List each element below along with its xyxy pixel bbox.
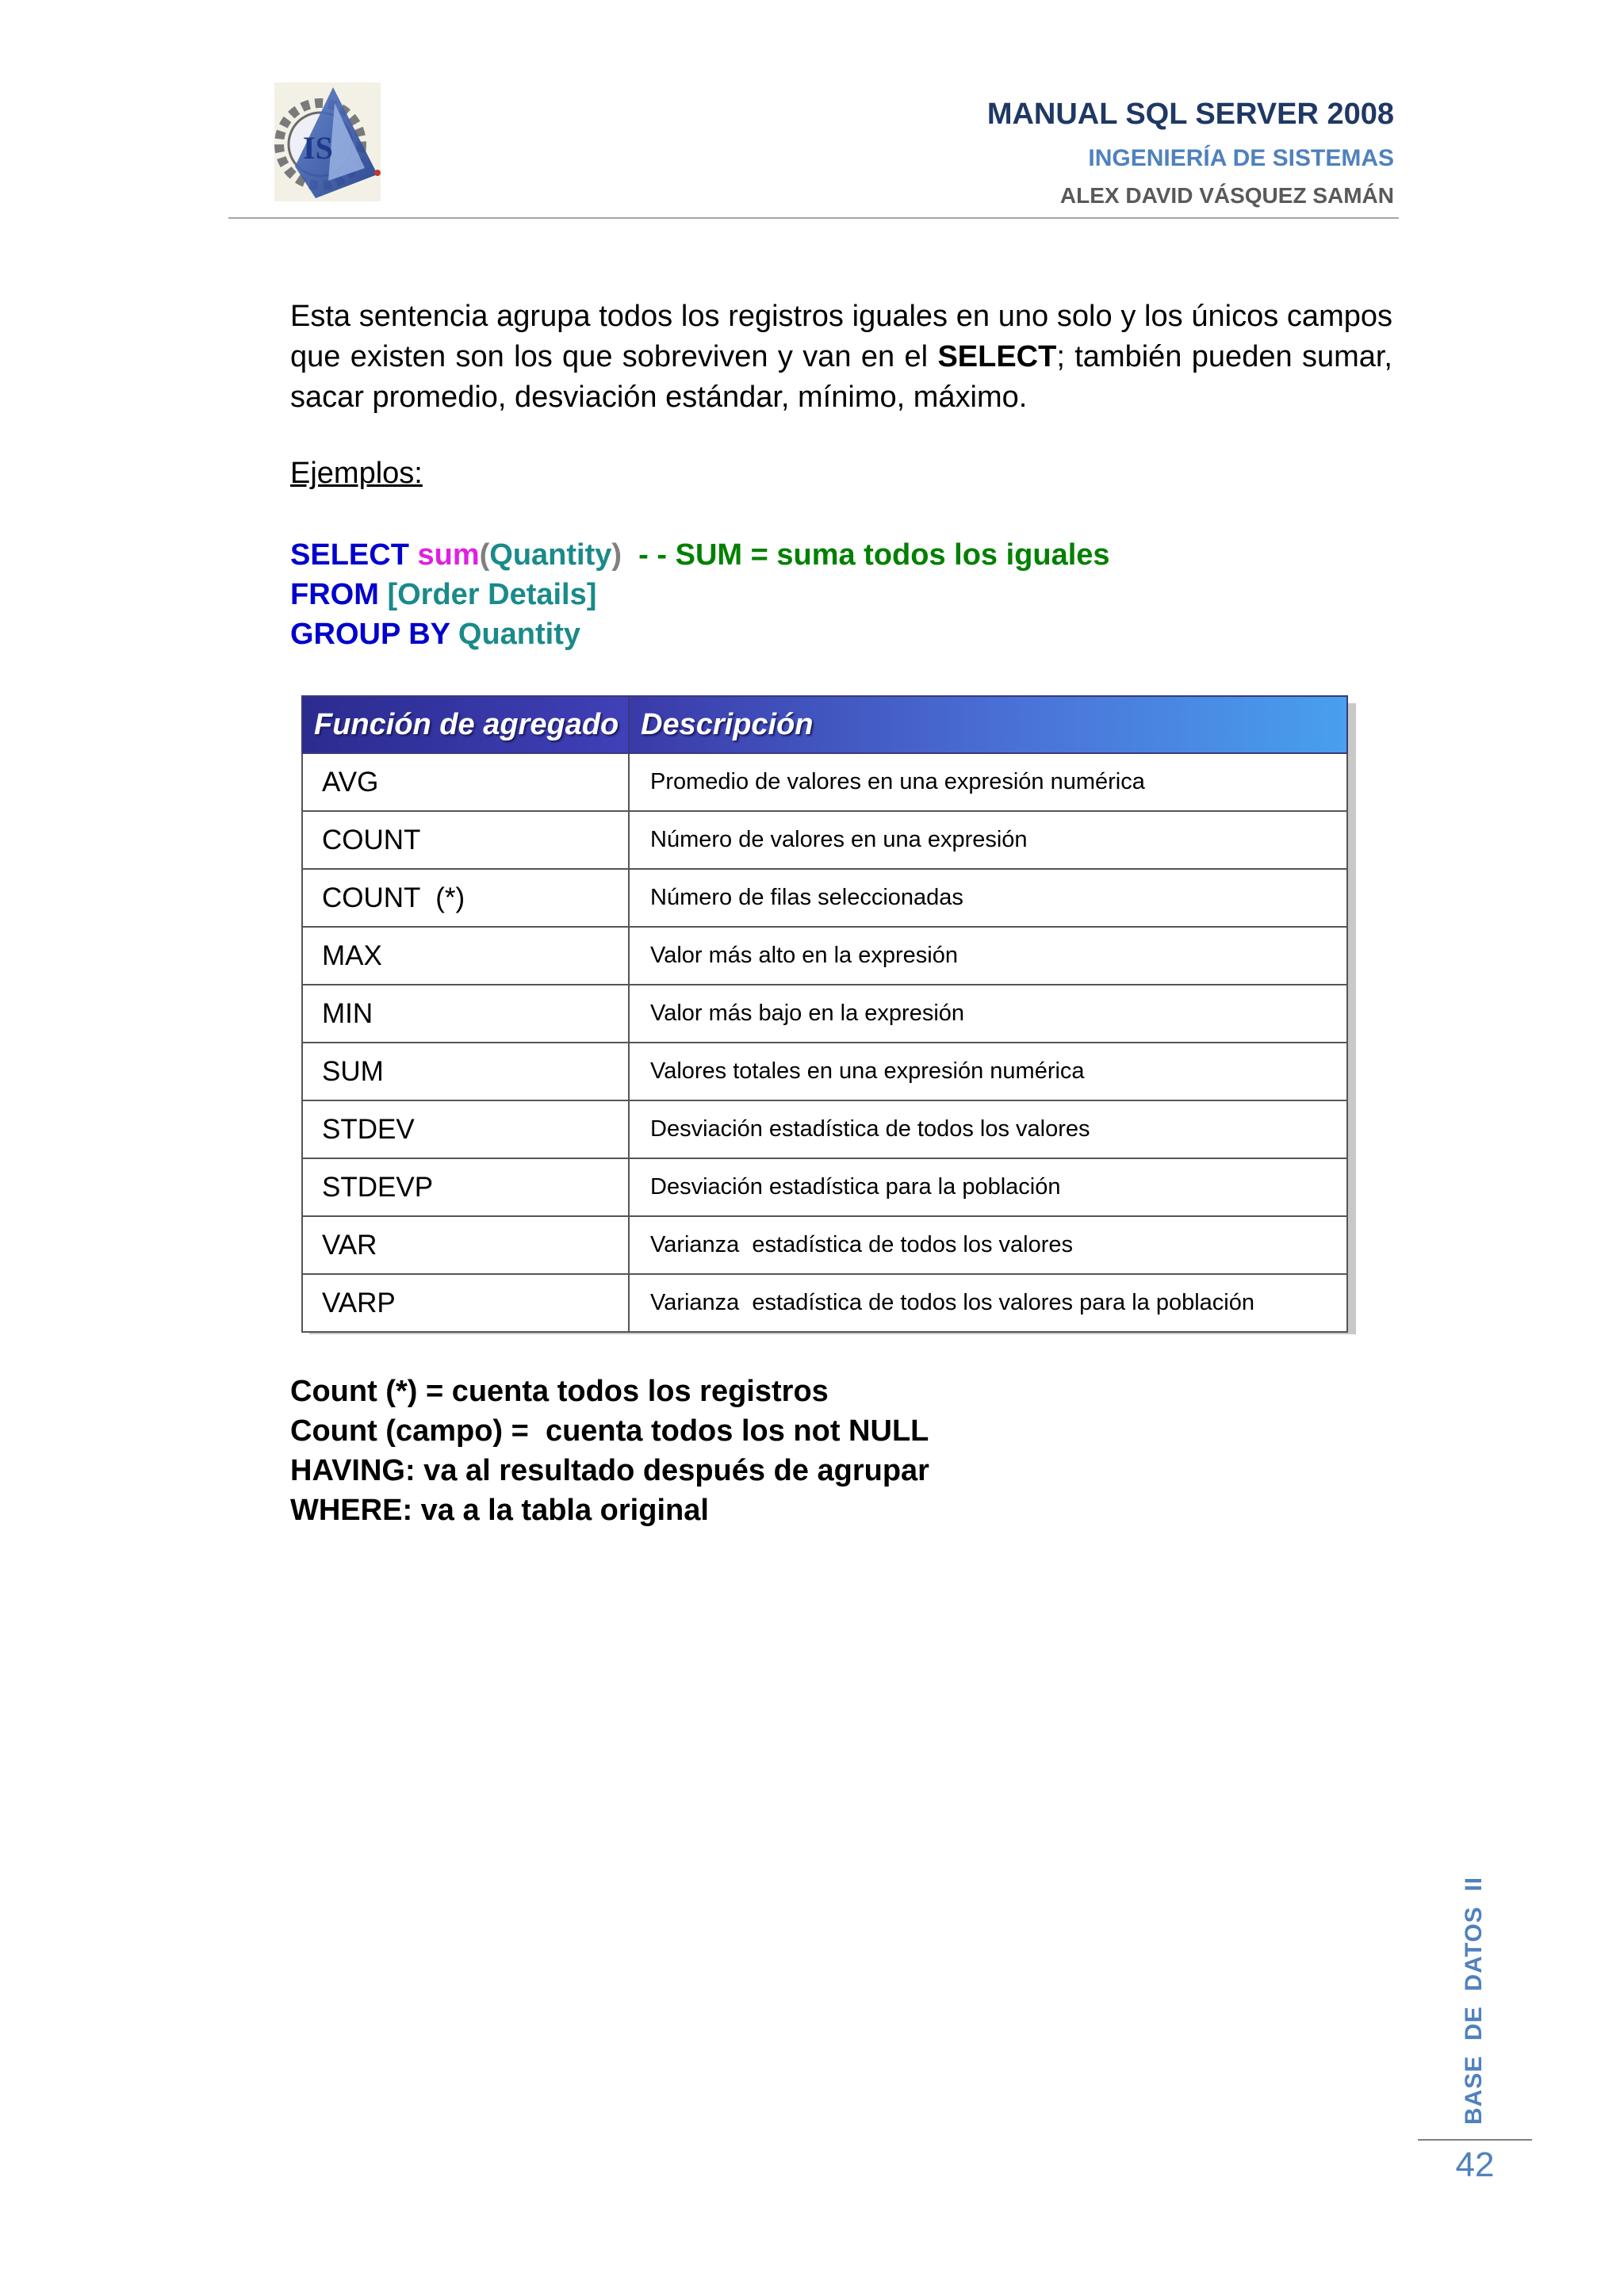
author-name: ALEX DAVID VÁSQUEZ SAMÁN xyxy=(1059,183,1394,208)
table-row xyxy=(302,811,1347,869)
aggregate-functions-table-wrapper xyxy=(301,695,1348,1333)
sql-paren-close: ) xyxy=(611,538,622,572)
sql-from-table: [Order Details] xyxy=(387,578,597,611)
description-cell: Número de filas seleccionadas xyxy=(629,869,1347,927)
description-cell: Promedio de valores en una expresión numérica xyxy=(629,753,1347,811)
note-line: HAVING: va al resultado después de agrupar xyxy=(290,1454,929,1487)
intro-text-2: ; también pueden sumar, sacar promedio, desviación estándar, mínimo, máximo. xyxy=(290,340,1392,414)
sidebar-label: BASE DE DATOS II xyxy=(1461,1877,1487,2125)
page-number: 42 xyxy=(1455,2145,1495,2184)
description-cell: Valores totales en una expresión numérica xyxy=(629,1043,1347,1100)
description-cell: Varianza estadística de todos los valores para la población xyxy=(629,1274,1347,1332)
sql-group-column: Quantity xyxy=(458,618,581,651)
function-cell: COUNT xyxy=(302,811,629,869)
table-header-row xyxy=(302,696,1347,753)
note-line: WHERE: va a la tabla original xyxy=(290,1494,709,1527)
function-cell: VAR xyxy=(302,1216,629,1274)
sql-group-keyword: GROUP BY xyxy=(290,618,450,651)
function-cell: STDEV xyxy=(302,1100,629,1158)
notes-list xyxy=(290,1372,929,1530)
function-cell: VARP xyxy=(302,1274,629,1332)
table-row xyxy=(302,985,1347,1043)
table-row xyxy=(302,869,1347,927)
description-cell: Número de valores en una expresión xyxy=(629,811,1347,869)
header-description: Descripción xyxy=(629,696,1347,753)
function-cell: STDEVP xyxy=(302,1158,629,1216)
table-row xyxy=(302,1274,1347,1332)
sql-line-from xyxy=(290,575,1110,614)
intro-keyword: SELECT xyxy=(937,340,1057,373)
department-subtitle: INGENIERÍA DE SISTEMAS xyxy=(1088,145,1394,171)
intro-paragraph xyxy=(290,297,1392,418)
table-row xyxy=(302,927,1347,985)
description-cell: Desviación estadística para la población xyxy=(629,1158,1347,1216)
note-line: Count (campo) = cuenta todos los not NULL xyxy=(290,1414,929,1448)
header-divider xyxy=(228,217,1399,219)
description-cell: Varianza estadística de todos los valores xyxy=(629,1216,1347,1274)
manual-title: MANUAL SQL SERVER 2008 xyxy=(986,98,1394,131)
sql-example xyxy=(290,535,1110,654)
aggregate-functions-table xyxy=(301,695,1348,1333)
function-cell: AVG xyxy=(302,753,629,811)
svg-text:IS: IS xyxy=(303,130,333,166)
examples-heading: Ejemplos: xyxy=(290,457,423,490)
function-cell: MIN xyxy=(302,985,629,1043)
sql-sum-argument: Quantity xyxy=(489,538,612,572)
sql-sum-function: sum xyxy=(417,538,480,572)
header-function: Función de agregado xyxy=(302,696,629,753)
sql-line-group xyxy=(290,614,1110,654)
table-row xyxy=(302,1158,1347,1216)
sidebar-label-container xyxy=(1461,1871,1492,2125)
note-line: Count (*) = cuenta todos los registros xyxy=(290,1375,829,1408)
table-row xyxy=(302,753,1347,811)
sql-select-keyword: SELECT xyxy=(290,538,409,572)
description-cell: Valor más bajo en la expresión xyxy=(629,985,1347,1043)
function-cell: COUNT (*) xyxy=(302,869,629,927)
intro-text-1: Esta sentencia agrupa todos los registros iguales en uno solo y los únicos campos que existen son los que sobreviven y van en el xyxy=(290,300,1392,373)
sql-from-keyword: FROM xyxy=(290,578,379,611)
page-number-divider xyxy=(1418,2139,1532,2141)
function-cell: MAX xyxy=(302,927,629,985)
sql-paren-open: ( xyxy=(479,538,490,572)
description-cell: Desviación estadística de todos los valores xyxy=(629,1100,1347,1158)
table-row xyxy=(302,1100,1347,1158)
function-cell: SUM xyxy=(302,1043,629,1100)
table-row xyxy=(302,1216,1347,1274)
description-cell: Valor más alto en la expresión xyxy=(629,927,1347,985)
table-row xyxy=(302,1043,1347,1100)
sql-comment: - - SUM = suma todos los iguales xyxy=(638,538,1110,572)
institution-logo-icon xyxy=(268,79,387,214)
sql-line-select xyxy=(290,535,1110,575)
